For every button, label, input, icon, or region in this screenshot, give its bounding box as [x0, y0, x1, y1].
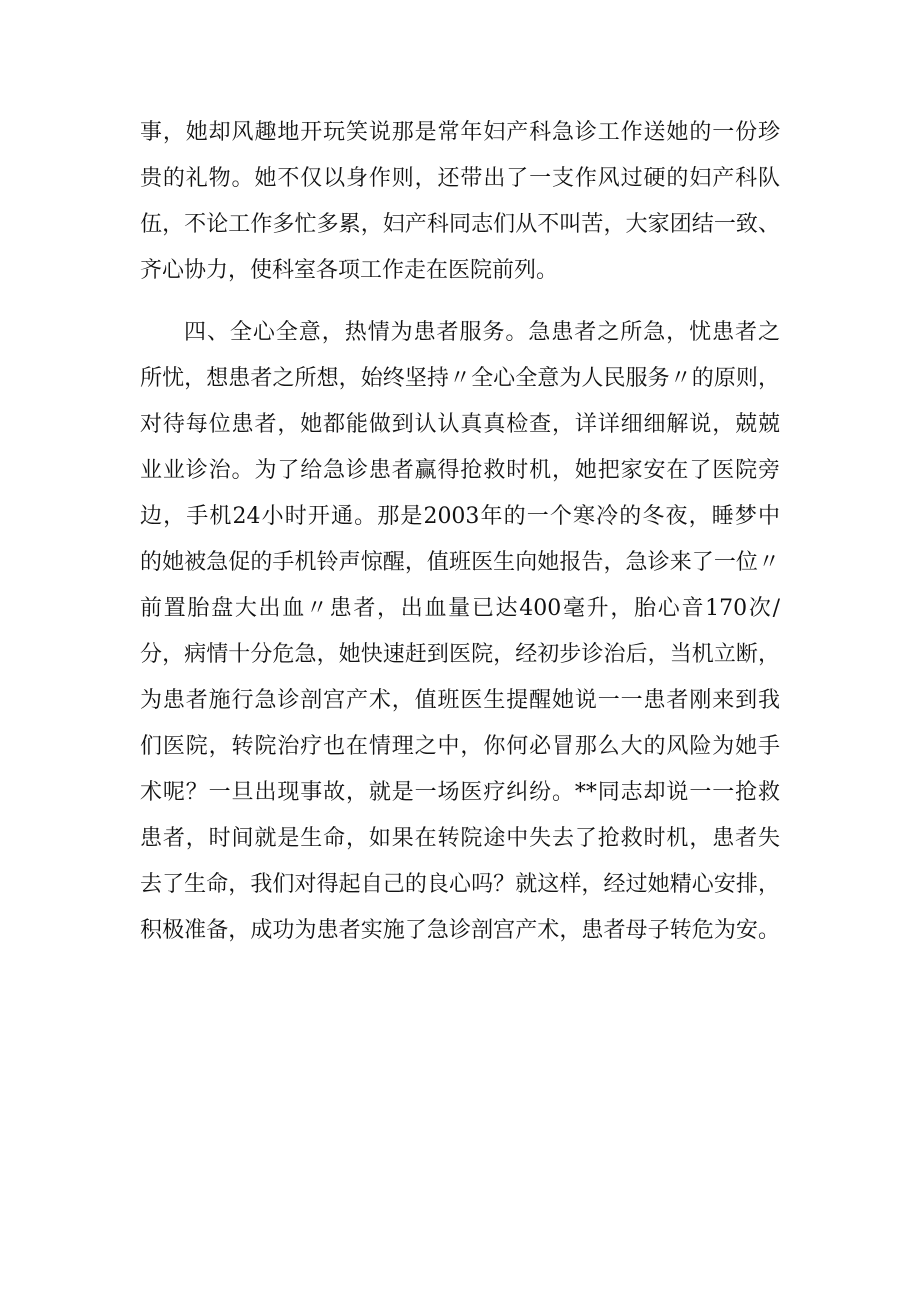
- text-line: 患者，时间就是生命，如果在转院途中失去了抢救时机，患者失: [140, 826, 780, 851]
- text-line: 事，她却风趣地开玩笑说那是常年妇产科急诊工作送她的一份珍: [140, 120, 780, 145]
- text-line: 们医院，转院治疗也在情理之中，你何必冒那么大的风险为她手: [140, 734, 780, 759]
- text-line: 分，病情十分危急，她快速赶到医院，经初步诊治后，当机立断，: [140, 642, 780, 667]
- paragraph-2: [140, 310, 780, 954]
- text-line: 前置胎盘大出血〃患者，出血量已达400毫升，胎心音170次/: [140, 596, 780, 621]
- text-line: 所忧，想患者之所想，始终坚持〃全心全意为人民服务〃的原则，: [140, 366, 780, 391]
- text-line: 积极准备，成功为患者实施了急诊剖宫产术，患者母子转危为安。: [140, 918, 780, 943]
- paragraph-spacer: [140, 294, 780, 310]
- text-line: 的她被急促的手机铃声惊醒，值班医生向她报告，急诊来了一位〃: [140, 550, 780, 575]
- text-line: 四、全心全意，热情为患者服务。急患者之所急，忧患者之: [184, 320, 780, 345]
- text-line: 为患者施行急诊剖宫产术，值班医生提醒她说一一患者刚来到我: [140, 688, 780, 713]
- text-line: 对待每位患者，她都能做到认认真真检查，详详细细解说，兢兢: [140, 412, 780, 437]
- text-line: 伍，不论工作多忙多累，妇产科同志们从不叫苦，大家团结一致、: [140, 212, 780, 237]
- text-line: 边，手机24小时开通。那是2003年的一个寒冷的冬夜，睡梦中: [140, 504, 780, 529]
- text-line: 贵的礼物。她不仅以身作则，还带出了一支作风过硬的妇产科队: [140, 166, 780, 191]
- text-line: 术呢？一旦出现事故，就是一场医疗纠纷。**同志却说一一抢救: [140, 780, 780, 805]
- text-line: 业业诊治。为了给急诊患者赢得抢救时机，她把家安在了医院旁: [140, 458, 780, 483]
- text-line: 去了生命，我们对得起自己的良心吗？就这样，经过她精心安排，: [140, 872, 780, 897]
- paragraph-1: [140, 110, 780, 294]
- text-line: 齐心协力，使科室各项工作走在医院前列。: [140, 258, 559, 283]
- document-body: [140, 110, 780, 954]
